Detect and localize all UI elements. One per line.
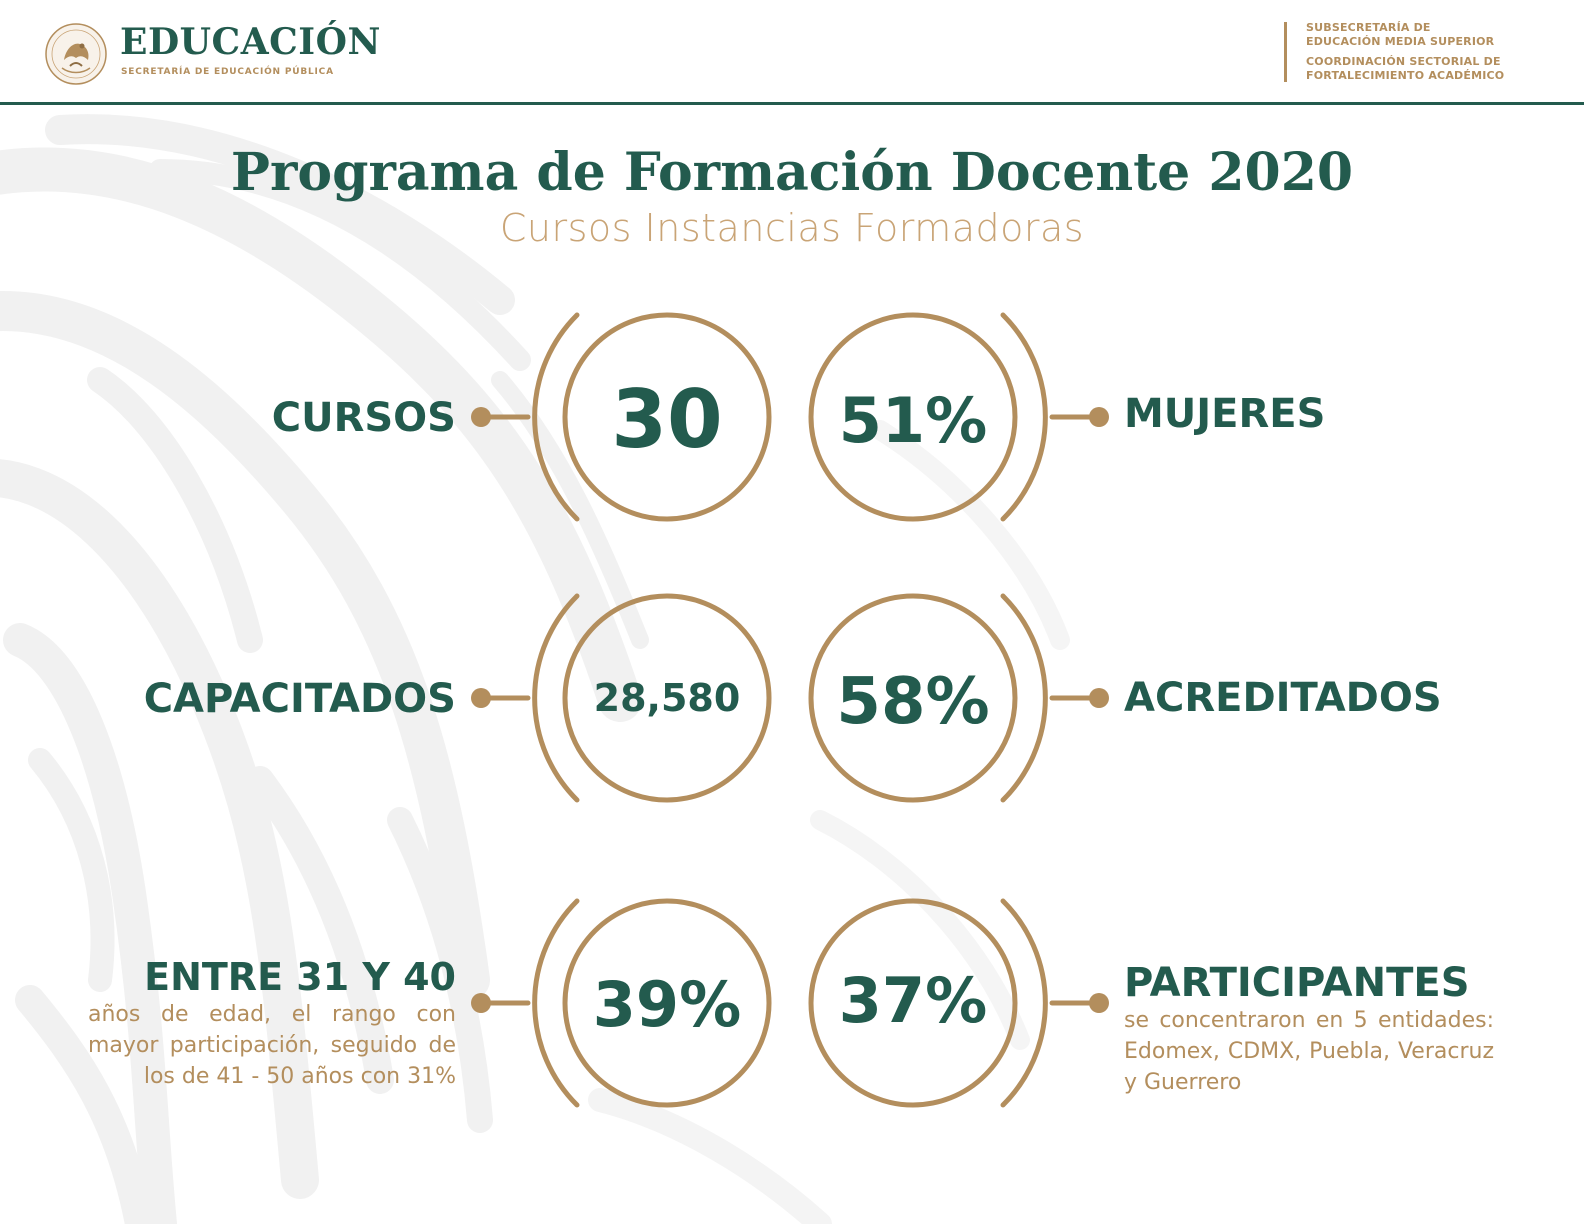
- label-cursos: CURSOS: [271, 395, 456, 441]
- value-mujeres: 51%: [838, 384, 988, 457]
- desc-participantes: se concentraron en 5 entidades: Edomex, CDMX, Puebla, Veracruz y Guerrero: [1124, 1008, 1494, 1095]
- label-edad: ENTRE 31 Y 40: [144, 955, 456, 999]
- brand-title: EDUCACIÓN: [120, 21, 381, 63]
- label-participantes: PARTICIPANTES: [1124, 960, 1470, 1006]
- label-capacitados: CAPACITADOS: [143, 676, 456, 722]
- connector-dot-right-2: [1089, 688, 1109, 708]
- desc-edad: años de edad, el rango con mayor participación, seguido de los de 41 - 50 años con 31%: [88, 1002, 456, 1089]
- connector-dot-left-2: [471, 688, 491, 708]
- connector-dot-right-1: [1089, 407, 1109, 427]
- header-right-line-3: COORDINACIÓN SECTORIAL DE: [1306, 55, 1501, 68]
- label-mujeres: MUJERES: [1124, 391, 1326, 437]
- label-acreditados: ACREDITADOS: [1124, 675, 1442, 721]
- header-right-line-4: FORTALECIMIENTO ACADÉMICO: [1306, 69, 1505, 82]
- value-cursos: 30: [611, 373, 723, 466]
- page-title: Programa de Formación Docente 2020: [230, 142, 1354, 203]
- connector-dot-left-1: [471, 407, 491, 427]
- header-right-line-2: EDUCACIÓN MEDIA SUPERIOR: [1306, 35, 1495, 48]
- value-acreditados: 58%: [836, 665, 990, 739]
- page-subtitle: Cursos Instancias Formadoras: [499, 206, 1085, 250]
- value-capacitados: 28,580: [593, 676, 741, 720]
- value-participantes: 37%: [838, 964, 988, 1037]
- connector-dot-left-3: [471, 993, 491, 1013]
- connector-dot-right-3: [1089, 993, 1109, 1013]
- value-edad: 39%: [592, 968, 742, 1041]
- header-right-line-1: SUBSECRETARÍA DE: [1306, 21, 1431, 34]
- brand-subtitle: SECRETARÍA DE EDUCACIÓN PÚBLICA: [121, 67, 334, 77]
